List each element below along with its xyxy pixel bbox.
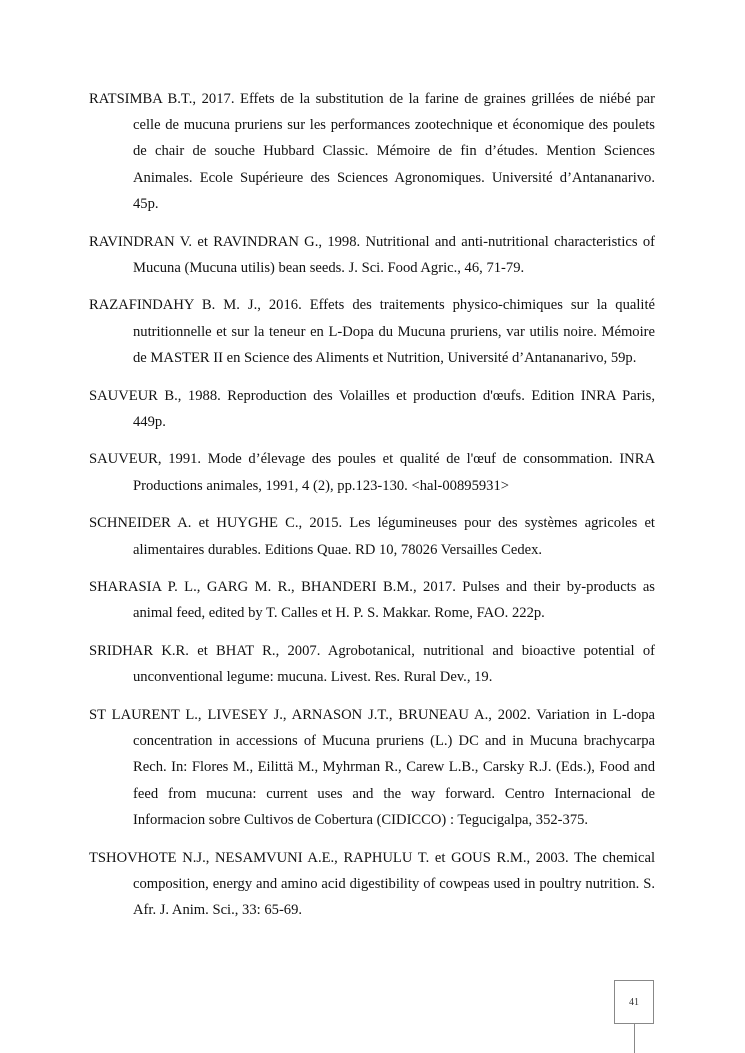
reference-entry-razafindahy: RAZAFINDAHY B. M. J., 2016. Effets des traitements physico-chimiques sur la qualité nutritionnelle et sur la teneur en L-Dopa du Mucuna pruriens, var utilis noire. Mémoire de MASTER II en Science des Aliments et Nutrition, Université d’Antananarivo, 59p. bbox=[89, 297, 655, 366]
reference-entry-sharasia: SHARASIA P. L., GARG M. R., BHANDERI B.M., 2017. Pulses and their by-products as animal feed, edited by T. Calles et H. P. S. Makkar. Rome, FAO. 222p. bbox=[89, 579, 655, 622]
reference-entry-ratsimba: RATSIMBA B.T., 2017. Effets de la substitution de la farine de graines grillées de niébé par celle de mucuna pruriens sur les performances zootechnique et économique des poulets de chair de souche Hubbard Classic. Mémoire de fin d’études. Mention Sciences Animales. Ecole Supérieure des Sciences Agronomiques. Université d’Antananarivo. 45p. bbox=[89, 91, 655, 212]
page-number-connector-line bbox=[634, 1024, 635, 1053]
reference-list bbox=[89, 86, 655, 935]
page-number-box bbox=[614, 980, 654, 1024]
reference-entry-sridhar: SRIDHAR K.R. et BHAT R., 2007. Agrobotanical, nutritional and bioactive potential of unconventional legume: mucuna. Livest. Res. Rural Dev., 19. bbox=[89, 643, 655, 686]
reference-entry-ravindran: RAVINDRAN V. et RAVINDRAN G., 1998. Nutritional and anti-nutritional characteristics of Mucuna (Mucuna utilis) bean seeds. J. Sci. Food Agric., 46, 71-79. bbox=[89, 233, 655, 276]
reference-entry-tshovhote: TSHOVHOTE N.J., NESAMVUNI A.E., RAPHULU T. et GOUS R.M., 2003. The chemical composition, energy and amino acid digestibility of cowpeas used in poultry nutrition. S. Afr. J. Anim. Sci., 33: 65-69. bbox=[89, 849, 655, 918]
reference-entry-sauveur-1991: SAUVEUR, 1991. Mode d’élevage des poules et qualité de l'œuf de consommation. INRA Productions animales, 1991, 4 (2), pp.123-130. <hal-00895931> bbox=[89, 451, 655, 494]
reference-entry-sauveur-1988: SAUVEUR B., 1988. Reproduction des Volailles et production d'œufs. Edition INRA Paris, 449p. bbox=[89, 387, 655, 430]
page-number: 41 bbox=[629, 996, 639, 1008]
reference-entry-st-laurent: ST LAURENT L., LIVESEY J., ARNASON J.T., BRUNEAU A., 2002. Variation in L-dopa concentration in accessions of Mucuna pruriens (L.) DC and in Mucuna brachycarpa Rech. In: Flores M., Eilittä M., Myhrman R., Carew L.B., Carsky R.J. (Eds.), Food and feed from mucuna: current uses and the way forward. Centro Internacional de Informacion sobre Cultivos de Cobertura (CIDICCO) : Tegucigalpa, 352-375. bbox=[89, 707, 655, 828]
reference-entry-schneider: SCHNEIDER A. et HUYGHE C., 2015. Les légumineuses pour des systèmes agricoles et alimentaires durables. Editions Quae. RD 10, 78026 Versailles Cedex. bbox=[89, 515, 655, 558]
